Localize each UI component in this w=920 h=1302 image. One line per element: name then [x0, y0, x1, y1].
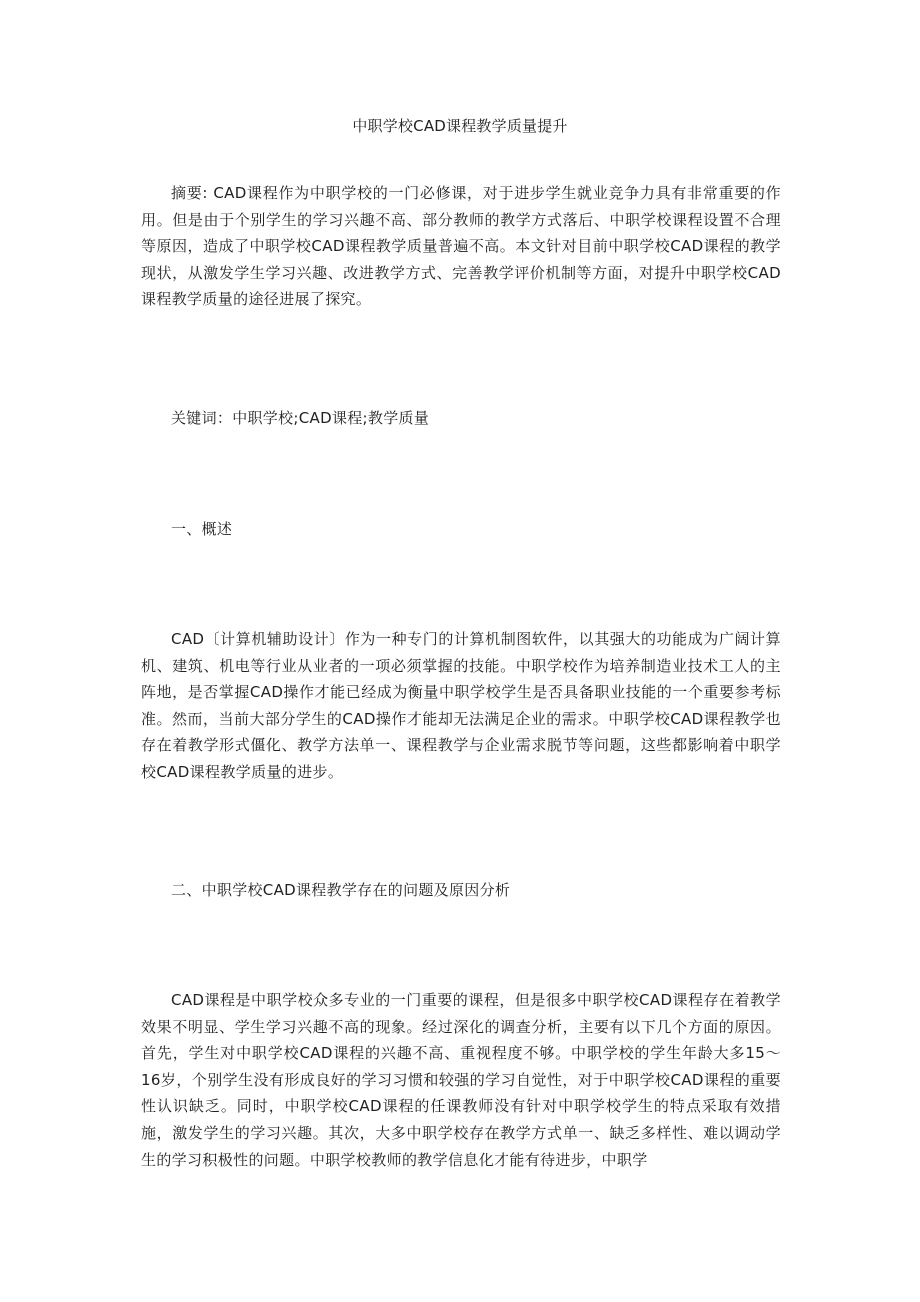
- section-heading-problems: 二、中职学校CAD课程教学存在的问题及原因分析: [171, 881, 511, 899]
- page-title: 中职学校CAD课程教学质量提升: [352, 117, 568, 135]
- keywords-line: 关键词：中职学校;CAD课程;教学质量: [171, 409, 430, 427]
- section-body-overview: CAD〔计算机辅助设计〕作为一种专门的计算机制图软件，以其强大的功能成为广阔计算机、建筑、机电等行业从业者的一项必须掌握的技能。中职学校作为培养制造业技术工人的主阵地，是否掌握CAD操作才能已经成为衡量中职学校学生是否具备职业技能的一个重要参考标准。然而，当前大部分学生的CAD操作才能却无法满足企业的需求。中职学校CAD课程教学也存在着教学形式僵化、教学方法单一、课程教学与企业需求脱节等问题，这些都影响着中职学校CAD课程教学质量的进步。: [141, 630, 781, 781]
- abstract-paragraph: 摘要: CAD课程作为中职学校的一门必修课，对于进步学生就业竞争力具有非常重要的作用。但是由于个别学生的学习兴趣不高、部分教师的教学方式落后、中职学校课程设置不合理等原因，造成了中职学校CAD课程教学质量普遍不高。本文针对目前中职学校CAD课程的教学现状，从激发学生学习兴趣、改进教学方式、完善教学评价机制等方面，对提升中职学校CAD课程教学质量的途径进展了探究。: [141, 184, 781, 309]
- section-heading-overview: 一、概述: [171, 520, 233, 538]
- section-body-problems: CAD课程是中职学校众多专业的一门重要的课程，但是很多中职学校CAD课程存在着教学效果不明显、学生学习兴趣不高的现象。经过深化的调查分析，主要有以下几个方面的原因。首先，学生对中职学校CAD课程的兴趣不高、重视程度不够。中职学校的学生年龄大多15～16岁，个别学生没有形成良好的学习习惯和较强的学习自觉性，对于中职学校CAD课程的重要性认识缺乏。同时，中职学校CAD课程的任课教师没有针对中职学校学生的特点采取有效措施，激发学生的学习兴趣。其次，大多中职学校存在教学方式单一、缺乏多样性、难以调动学生的学习积极性的问题。中职学校教师的教学信息化才能有待进步，中职学: [141, 991, 781, 1169]
